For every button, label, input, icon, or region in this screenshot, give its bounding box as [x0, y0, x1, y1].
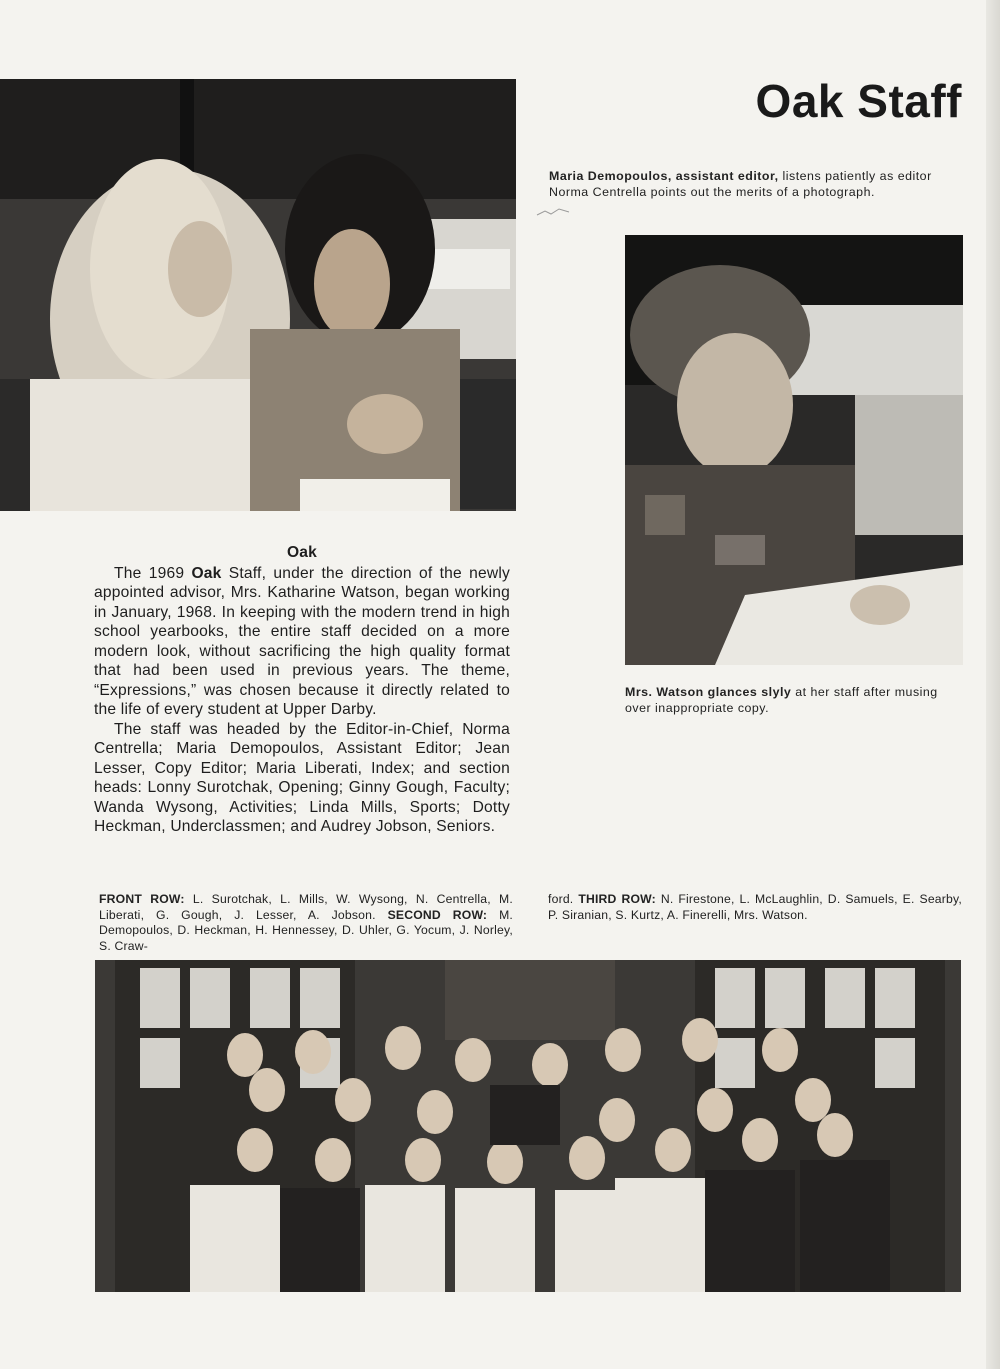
advisor-caption-text: at her staff after musing over inappropriate copy. — [625, 685, 938, 715]
editors-caption — [549, 168, 963, 200]
pencil-mark — [535, 205, 575, 219]
article — [94, 543, 510, 837]
page-edge — [986, 0, 1000, 1369]
article-paragraph-1-run: The 1969 — [114, 564, 192, 582]
article-paragraph-1-run: Oak — [191, 564, 222, 582]
article-paragraph-2 — [94, 720, 510, 837]
article-paragraph-2-run: The staff was headed by the Editor-in-Chief, Norma Centrella; Maria Demopoulos, Assistant Editor; Jean Lesser, Copy Editor; Maria Liberati, Index; and section heads: Lonny Surotchak, Opening; Ginny Gough, Faculty; Wanda Wysong, Activities; Linda Mills, Sports; Dotty Heckman, Underclassmen; and Audrey Jobson, Seniors. — [94, 720, 510, 835]
group-caption-left-run: M. Demopoulos, D. Heckman, H. Hennessey, D. Uhler, G. Yocum, J. Norley, S. Craw- — [99, 907, 514, 953]
article-paragraph-1 — [94, 564, 510, 720]
advisor-caption-lead: Mrs. Watson glances slyly — [625, 685, 792, 699]
group-caption-left-run: L. Surotchak, L. Mills, W. Wysong, N. Centrella, M. Liberati, G. Gough, J. Lesser, A. Jobson. — [99, 892, 513, 922]
group-caption-right — [548, 892, 962, 923]
advisor-caption — [625, 684, 965, 716]
editors-caption-lead: Maria Demopoulos, assistant editor, — [549, 169, 779, 183]
group-caption-right-run: THIRD ROW: — [578, 892, 656, 906]
group-photo — [95, 960, 961, 1292]
article-paragraph-1-run: Staff, under the direction of the newly appointed advisor, Mrs. Katharine Watson, began working in January, 1968. In keeping with the modern trend in high school yearbooks, the entire staff decided on a more modern look, without sacrificing the high quality format that had been used in previous years. The theme, “Expressions,” was chosen because it directly related to the life of every student at Upper Darby. — [94, 564, 511, 718]
editors-caption-text: listens patiently as editor Norma Centrella points out the merits of a photograph. — [549, 169, 932, 199]
group-caption-left-run: FRONT ROW: — [99, 892, 185, 906]
group-caption-right-run: N. Firestone, L. McLaughlin, D. Samuels, E. Searby, P. Siranian, S. Kurtz, A. Finerelli, Mrs. Watson. — [548, 892, 962, 922]
group-caption-right-run: ford. — [548, 892, 579, 906]
editors-photo — [0, 79, 516, 511]
advisor-photo — [625, 235, 963, 665]
group-caption-left-run: SECOND ROW: — [387, 907, 488, 922]
page-title: Oak Staff — [755, 75, 962, 127]
article-heading: Oak — [286, 544, 318, 561]
group-caption-left — [99, 892, 513, 954]
